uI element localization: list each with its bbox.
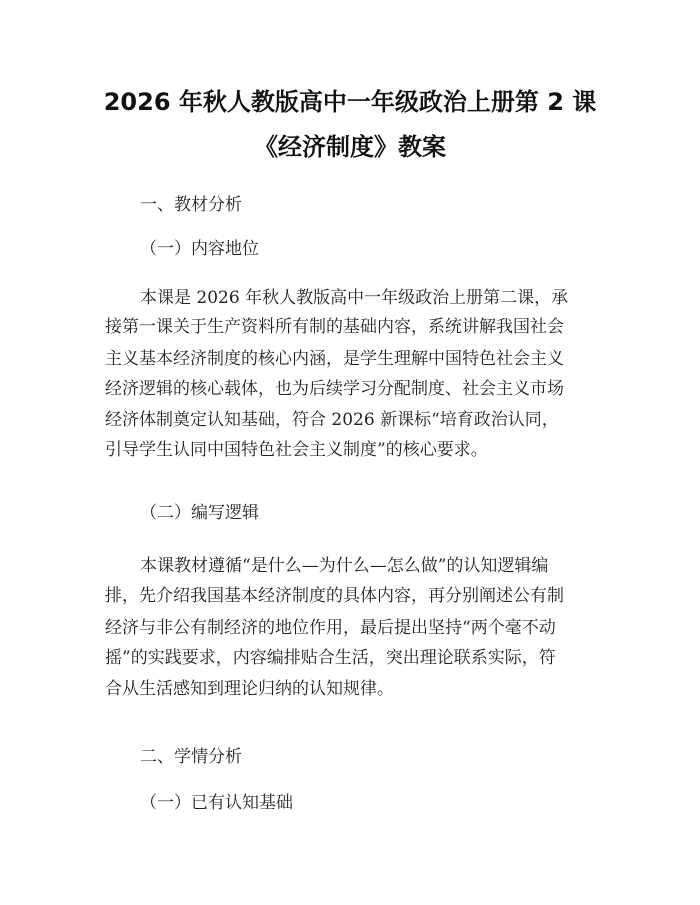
paragraph-line: 主义基本经济制度的核心内涵，是学生理解中国特色社会主义 — [105, 349, 564, 369]
paragraph-line: 经济体制奠定认知基础，符合 2026 新课标“培育政治认同， — [105, 410, 559, 430]
paragraph-line: 引导学生认同中国特色社会主义制度”的核心要求。 — [105, 440, 488, 460]
document-title-line-1: 2026 年秋人教版高中一年级政治上册第 2 课 — [103, 88, 597, 116]
paragraph-line: 经济逻辑的核心载体，也为后续学习分配制度、社会主义市场 — [105, 379, 564, 399]
paragraph-line: 合从生活感知到理论归纳的认知规律。 — [105, 679, 394, 699]
paragraph-line: 本课教材遵循“是什么—为什么—怎么做”的认知逻辑编 — [140, 556, 549, 576]
paragraph-line: 摇”的实践要求，内容编排贴合生活，突出理论联系实际，符 — [105, 648, 556, 668]
subsection-heading-existing-knowledge: （一）已有认知基础 — [140, 793, 293, 813]
paragraph-line: 排，先介绍我国基本经济制度的具体内容，再分别阐述公有制 — [105, 586, 564, 606]
section-heading-student-analysis: 二、学情分析 — [140, 747, 242, 767]
subsection-heading-writing-logic: （二）编写逻辑 — [140, 503, 259, 523]
section-heading-teaching-material: 一、教材分析 — [140, 195, 242, 215]
subsection-heading-content-position: （一）内容地位 — [140, 239, 259, 259]
paragraph-line: 接第一课关于生产资料所有制的基础内容，系统讲解我国社会 — [105, 317, 564, 337]
paragraph-line: 经济与非公有制经济的地位作用，最后提出坚持“两个毫不动 — [105, 618, 556, 638]
paragraph-line: 本课是 2026 年秋人教版高中一年级政治上册第二课，承 — [140, 288, 569, 308]
document-title-line-2: 《经济制度》教案 — [254, 133, 446, 161]
